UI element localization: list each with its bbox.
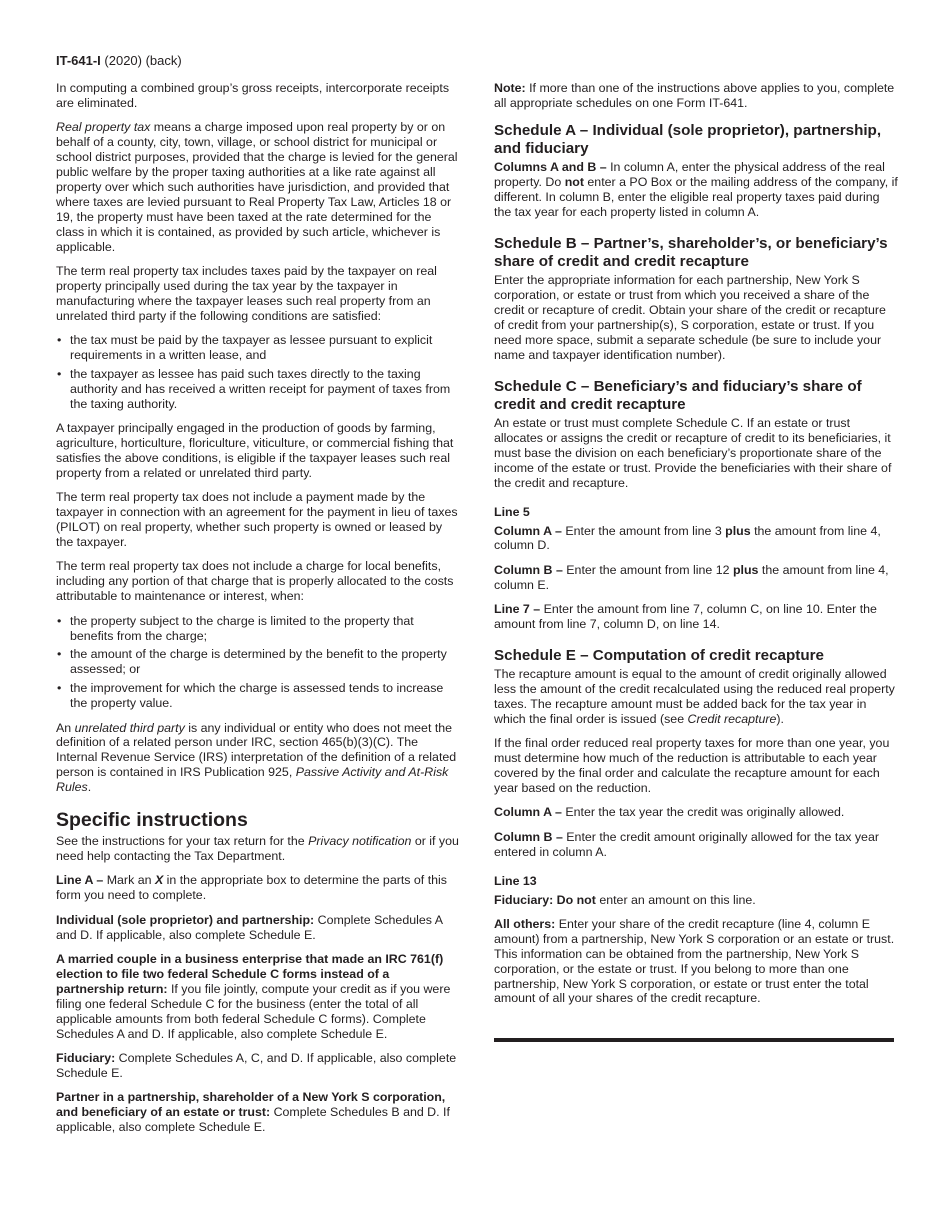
emphasis: plus	[732, 562, 759, 577]
term: Credit recapture	[687, 711, 777, 726]
partner-paragraph	[56, 1090, 460, 1135]
text: enter an amount on this line.	[595, 892, 756, 907]
privacy-paragraph	[56, 834, 460, 864]
label: Column B –	[494, 829, 563, 844]
schedule-a-heading: Schedule A – Individual (sole proprietor), partnership, and fiduciary	[494, 121, 882, 158]
text: Enter the credit amount originally allowed for the tax year entered in column A.	[494, 829, 879, 859]
schedule-b-paragraph: Enter the appropriate information for each partnership, New York S corporation, or estate or trust from which you received a share of the credit or recapture of credit. Obtain your share of the credit or recapture of credit from your partnership(s), S corporation, estate or trust. If you need more space, submit a separate schedule (be sure to include your name and taxpayer identification number).	[494, 273, 886, 362]
text: The recapture amount is equal to the amount of credit originally allowed less the amount of the credit recalculated using the reduced real property taxes. The recapture amount must be added back for the tax year in which the final order is issued (see	[494, 667, 895, 726]
line-7-paragraph	[494, 602, 898, 632]
line-5-column-b	[494, 563, 898, 593]
schedule-e-recapture-paragraph	[494, 667, 898, 727]
individual-paragraph	[56, 913, 460, 943]
line-13-all-others	[494, 917, 898, 1006]
gross-receipts-paragraph: In computing a combined group’s gross receipts, intercorporate receipts are eliminated.	[56, 81, 450, 110]
text: An	[56, 720, 75, 735]
fiduciary-paragraph	[56, 1051, 460, 1081]
text: in the appropriate box to determine the parts of this form you need to complete.	[56, 873, 447, 903]
label: All others:	[494, 916, 556, 931]
emphasis: plus	[725, 523, 751, 538]
left-column	[56, 81, 460, 1144]
form-year: (2020) (back)	[100, 53, 182, 68]
text: .	[87, 780, 92, 795]
text: Complete Schedules B and D. If applicable, also complete Schedule E.	[56, 1105, 450, 1135]
emphasis: not	[564, 175, 584, 190]
schedule-e-multi-year-paragraph: If the final order reduced real property taxes for more than one year, you must determine how much of the reduction is attributable to each year covered by the final order and calculate the recapture amount for each year based on the reduction.	[494, 736, 890, 796]
label: Fiduciary:	[56, 1050, 116, 1065]
local-benefits-list	[56, 614, 460, 711]
schedule-c-heading: Schedule C – Beneficiary’s and fiduciary’s share of credit and credit recapture	[494, 377, 862, 413]
pilot-paragraph: The term real property tax does not include a payment made by the taxpayer in connection with an agreement for the payment in lieu of taxes (PILOT) on real property, whether such property is owned or leased by the taxpayer.	[56, 490, 458, 549]
label: Line 7 –	[494, 602, 541, 617]
text: Complete Schedules A, C, and D. If applicable, also complete Schedule E.	[56, 1050, 457, 1080]
note-paragraph	[494, 81, 898, 111]
specific-instructions-heading: Specific instructions	[56, 809, 248, 832]
list-item: • the taxpayer as lessee has paid such taxes directly to the taxing authority and has received a written receipt for payment of taxes from the taxing authority.	[56, 367, 460, 412]
schedule-e-heading: Schedule E – Computation of credit recapture	[494, 646, 824, 664]
line-5-heading: Line 5	[494, 504, 530, 519]
real-property-tax-definition	[56, 120, 460, 254]
text: the amount from line 4, column E.	[494, 562, 889, 592]
label: Column B –	[494, 562, 563, 577]
text: means a charge imposed upon real property by or on behalf of a county, city, town, village, or school district for municipal or school district purposes, provided that the charge is levied for the general public welfare by the proper taxing authorities at a like rate against all property over which such authorities have jurisdiction, and provided that where taxes are levied pursuant to Real Property Tax Law, Articles 18 or 19, the property must have been taxed at the rate determined for the class in which it is contained, as provided by such article, whichever is applicable.	[56, 120, 458, 254]
text: Mark an	[103, 873, 155, 888]
form-id: IT-641-I	[56, 53, 101, 68]
list-item: • the amount of the charge is determined by the benefit to the property assessed; or	[56, 647, 460, 677]
label: A married couple in a business enterprise that made an IRC 761(f) election to file two federal Schedule C forms instead of a partnership return:	[56, 952, 444, 996]
married-couple-paragraph	[56, 952, 460, 1041]
right-column	[494, 81, 898, 1042]
line-13-heading: Line 13	[494, 873, 537, 888]
farming-paragraph: A taxpayer principally engaged in the production of goods by farming, agriculture, horticulture, floriculture, viticulture, or commercial fishing that satisfies the above conditions, is eligible if the taxpayer leases such real property from a related or unrelated third party.	[56, 421, 454, 480]
label: Column A –	[494, 523, 562, 538]
label: Note:	[494, 81, 526, 95]
text: is any individual or entity who does not meet the definition of a related person under IRC, section 465(b)(3)(C). The Internal Revenue Service (IRS) interpretation of the definition of a related person is contained in IRS Publication 925,	[56, 720, 457, 780]
text: Enter the tax year the credit was originally allowed.	[561, 805, 845, 820]
term: unrelated third party	[74, 720, 185, 735]
text: Enter the amount from line 12	[562, 562, 733, 577]
conditions-list	[56, 333, 460, 412]
term: Privacy notification	[308, 834, 412, 849]
text: Enter your share of the credit recapture (line 4, column E amount) from a partnership, New York S corporation or an estate or trust. This information can be obtained from the partnership, New York S corporation, or the estate or trust. If you belong to more than one partnership, New York S corporation, or estate or trust enter the total amount of all your shares of the credit recapture.	[494, 916, 895, 1006]
unrelated-third-party-paragraph	[56, 721, 460, 796]
text: Enter the amount from line 7, column C, on line 10. Enter the amount from line 7, column D, on line 14.	[494, 602, 877, 632]
schedule-e-column-a	[494, 805, 898, 820]
schedule-a-paragraph	[494, 160, 898, 220]
text: Enter the amount from line 3	[561, 523, 726, 538]
schedule-c-paragraph: An estate or trust must complete Schedule C. If an estate or trust allocates or assigns the credit or recapture of credit to its beneficiaries, it must base the division on each beneficiary’s proportionate share of the income of the estate or trust. Provide the beneficiaries with their share of the credit and recapture.	[494, 416, 892, 490]
text: If more than one of the instructions above applies to you, complete all appropriate schedules on one Form IT-641.	[494, 81, 895, 110]
x-mark: X	[154, 873, 164, 888]
schedule-e-column-b	[494, 830, 898, 860]
label: Individual (sole proprietor) and partnership:	[56, 912, 315, 927]
list-item: • the tax must be paid by the taxpayer as lessee pursuant to explicit requirements in a written lease, and	[56, 333, 460, 363]
text: the amount from line 4, column D.	[494, 523, 881, 553]
text: In column A, enter the physical address of the real property. Do	[494, 160, 885, 190]
text: If you file jointly, compute your credit as if you were filing one federal Schedule C for the business (enter the total of all applicable amounts from both federal Schedule C forms). Complete Schedules A and D. If applicable, also complete Schedule E.	[56, 981, 451, 1041]
text: or if you need help contacting the Tax Department.	[56, 834, 459, 863]
label: Fiduciary: Do not	[494, 892, 596, 907]
local-benefits-paragraph: The term real property tax does not include a charge for local benefits, including any portion of that charge that is properly allocated to the costs attributable to maintenance or interest, when:	[56, 559, 454, 604]
label: Line A –	[56, 873, 104, 888]
list-item: • the improvement for which the charge is assessed tends to increase the property value.	[56, 681, 460, 711]
publication-title: Passive Activity and At-Risk Rules	[56, 765, 449, 795]
line-a-paragraph	[56, 873, 460, 903]
label: Columns A and B –	[494, 160, 607, 175]
line-13-fiduciary	[494, 893, 898, 908]
label: Partner in a partnership, shareholder of a New York S corporation, and beneficiary of an estate or trust:	[56, 1090, 446, 1120]
text: enter a PO Box or the mailing address of the company, if different. In column B, enter the eligible real property taxes paid during the tax year for each property listed in column A.	[494, 175, 898, 219]
line-5-column-a	[494, 524, 898, 554]
schedule-b-heading: Schedule B – Partner’s, shareholder’s, or beneficiary’s share of credit and credit recapture	[494, 234, 888, 271]
includes-paragraph: The term real property tax includes taxes paid by the taxpayer on real property principally used during the tax year by the taxpayer in manufacturing where the taxpayer leases such real property from an unrelated third party if the following conditions are satisfied:	[56, 263, 437, 323]
text: ).	[776, 711, 784, 726]
label: Column A –	[494, 805, 562, 820]
term: Real property tax	[56, 120, 151, 135]
text: Complete Schedules A and D. If applicable, also complete Schedule E.	[56, 912, 443, 942]
list-item: • the property subject to the charge is limited to the property that benefits from the charge;	[56, 614, 460, 644]
text: See the instructions for your tax return for the	[56, 834, 309, 849]
page-header	[56, 54, 182, 69]
end-rule	[494, 1038, 894, 1042]
